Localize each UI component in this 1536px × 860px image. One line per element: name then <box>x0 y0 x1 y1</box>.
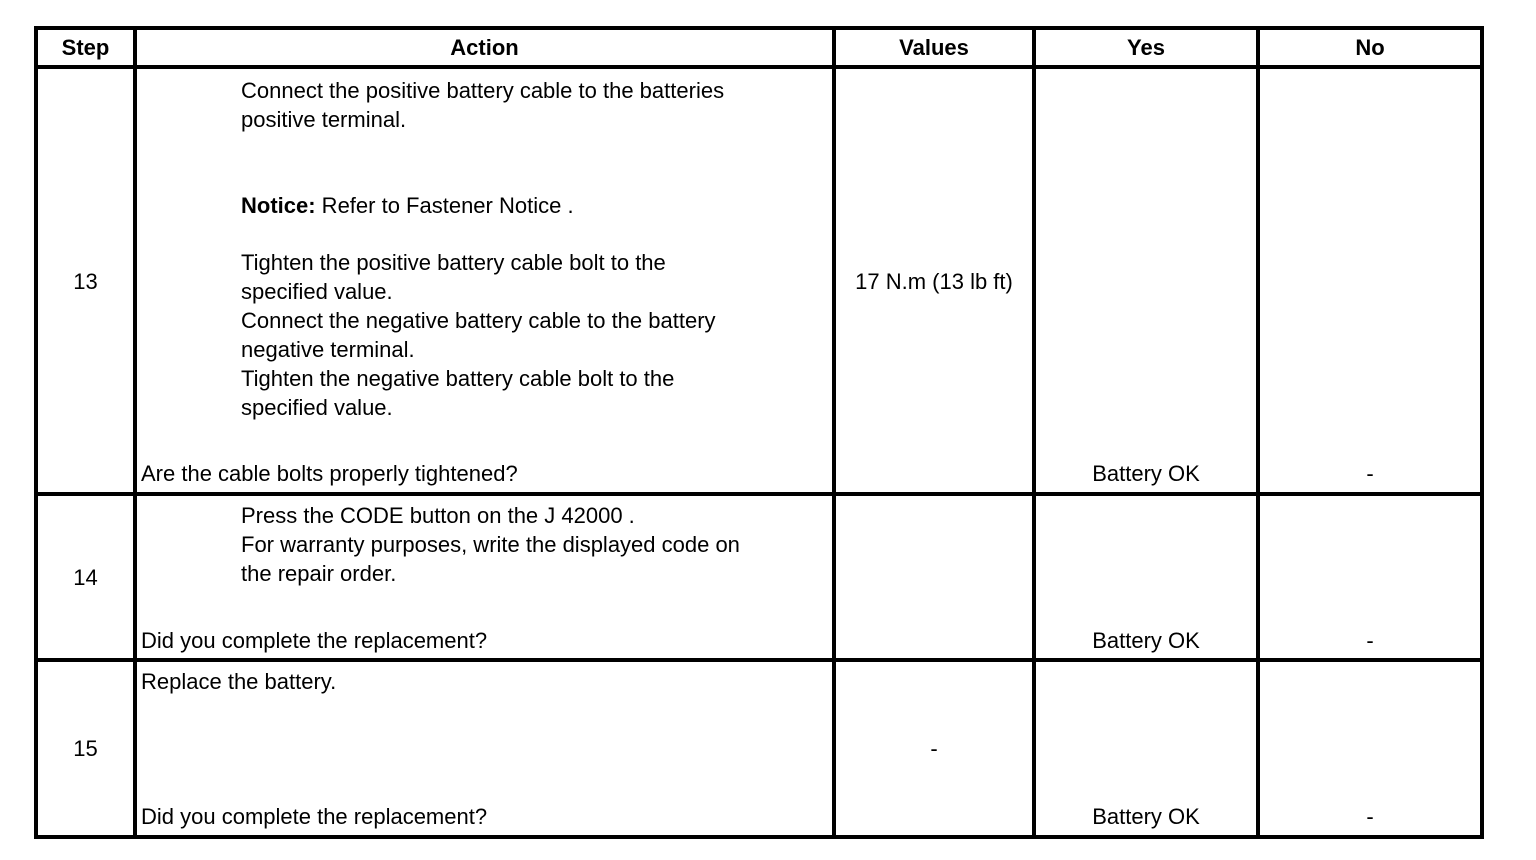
table-row-step-cell <box>38 662 133 835</box>
action-text: the repair order. <box>241 561 397 586</box>
action-text: Tighten the positive battery cable bolt to the <box>241 250 666 275</box>
action-text: Press the CODE button on the J 42000 . <box>241 503 635 528</box>
table-row-action-cell <box>137 662 832 835</box>
step-number: 14 <box>73 565 98 590</box>
table-row-values-cell <box>836 496 1032 658</box>
action-question: Are the cable bolts properly tightened? <box>141 461 518 486</box>
action-text: Connect the negative battery cable to the battery <box>241 308 716 333</box>
no-text: - <box>1366 804 1374 829</box>
notice-label: Notice: <box>241 193 316 218</box>
table-row-no-cell <box>1260 69 1480 492</box>
header-no: No <box>1260 30 1480 65</box>
table-row-values-cell <box>836 662 1032 835</box>
notice-text: Refer to Fastener Notice . <box>315 193 574 218</box>
action-text: specified value. <box>241 279 393 304</box>
values-text: - <box>930 736 938 761</box>
no-text: - <box>1366 461 1374 486</box>
table-row-step-cell <box>38 69 133 492</box>
action-text: positive terminal. <box>241 107 407 132</box>
notice-line <box>241 191 574 220</box>
table-row-yes-cell <box>1036 662 1256 835</box>
action-text: Connect the positive battery cable to the batteries <box>241 78 725 103</box>
action-text: Tighten the negative battery cable bolt to the <box>241 366 675 391</box>
table-row-step-cell <box>38 496 133 658</box>
no-text: - <box>1366 628 1374 653</box>
header-action: Action <box>137 30 832 65</box>
header-step: Step <box>38 30 133 65</box>
action-question: Did you complete the replacement? <box>141 628 488 653</box>
yes-text: Battery OK <box>1092 628 1200 653</box>
action-text: Replace the battery. <box>141 669 337 694</box>
table-row-values-cell <box>836 69 1032 492</box>
procedure-table <box>34 26 1484 839</box>
header-yes: Yes <box>1036 30 1256 65</box>
table-row-no-cell <box>1260 662 1480 835</box>
yes-text: Battery OK <box>1092 804 1200 829</box>
step-number: 13 <box>73 269 98 294</box>
action-text: For warranty purposes, write the displayed code on <box>241 532 740 557</box>
values-text: 17 N.m (13 lb ft) <box>855 269 1013 294</box>
table-row-yes-cell <box>1036 496 1256 658</box>
step-number: 15 <box>73 736 98 761</box>
table-row-action-cell <box>137 496 832 658</box>
table-row-no-cell <box>1260 496 1480 658</box>
action-text: specified value. <box>241 395 393 420</box>
action-question: Did you complete the replacement? <box>141 804 488 829</box>
action-text: negative terminal. <box>241 337 415 362</box>
table-row-yes-cell <box>1036 69 1256 492</box>
yes-text: Battery OK <box>1092 461 1200 486</box>
table-row-action-cell <box>137 69 832 492</box>
header-values: Values <box>836 30 1032 65</box>
